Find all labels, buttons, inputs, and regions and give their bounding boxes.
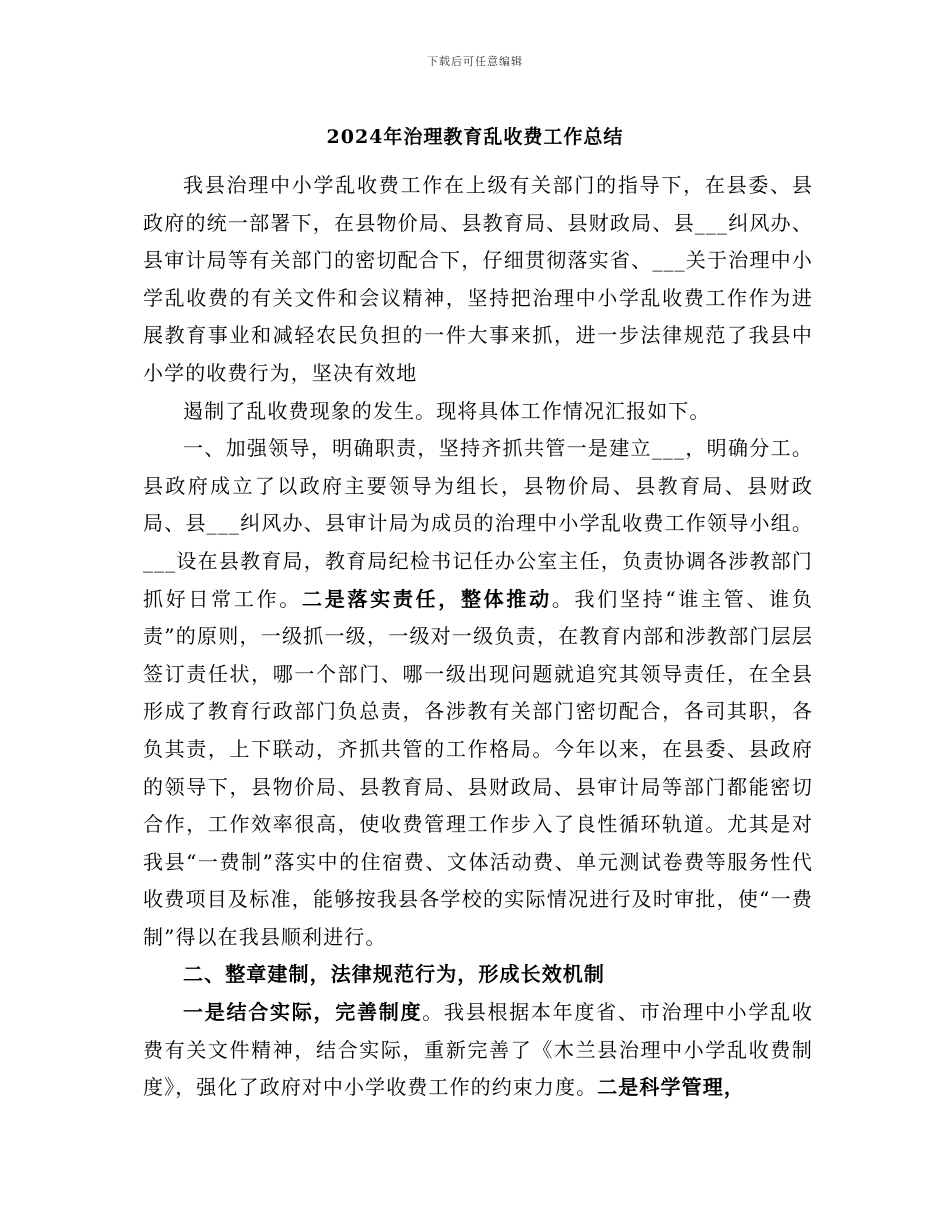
section-2-text-b: 。我县根据本年度省、市治理中小学乱收费有关文件精神，结合实际，重新完善了《木兰县治理中小学乱收费制度》，强化了政府对中小学收费工作的约束力度。 bbox=[143, 1000, 813, 1100]
section-1-text-a: 一、加强领导，明确职责，坚持齐抓共管一是建立___，明确分工。县政府成立了以政府主要领导为组长，县物价局、县教育局、县财政局、县___纠风办、县审计局为成员的治理中小学乱收费工作领导小组。___设在县教育局，教育局纪检书记任办公室主任，负责协调各涉教部门抓好日常工作。 bbox=[143, 436, 813, 611]
document-body bbox=[143, 167, 813, 1107]
paragraph-section-2 bbox=[143, 994, 813, 1107]
section-2-bold-phrase-c: 二是科学管理， bbox=[597, 1075, 745, 1100]
paragraph-intro-end: 遏制了乱收费现象的发生。现将具体工作情况汇报如下。 bbox=[183, 398, 711, 423]
paragraph-intro: 我县治理中小学乱收费工作在上级有关部门的指导下，在县委、县政府的统一部署下，在县物价局、县教育局、县财政局、县___纠风办、县审计局等有关部门的密切配合下，仔细贯彻落实省、___关于治理中小学乱收费的有关文件和会议精神，坚持把治理中小学乱收费工作作为进展教育事业和减轻农民负担的一件大事来抓，进一步法律规范了我县中小学的收费行为，坚决有效地 bbox=[143, 173, 813, 385]
paragraph-section-1 bbox=[143, 430, 813, 956]
section-1-text-c: 。我们坚持“谁主管、谁负责”的原则，一级抓一级，一级对一级负责，在教育内部和涉教部门层层签订责任状，哪一个部门、哪一级出现问题就追究其领导责任，在全县形成了教育行政部门负总责，各涉教有关部门密切配合，各司其职，各负其责，上下联动，齐抓共管的工作格局。今年以来，在县委、县政府的领导下，县物价局、县教育局、县财政局、县审计局等部门都能密切合作，工作效率很高，使收费管理工作步入了良性循环轨道。尤其是对我县“一费制”落实中的住宿费、文体活动费、单元测试卷费等服务性代收费项目及标准，能够按我县各学校的实际情况进行及时审批，使“一费制”得以在我县顺利进行。 bbox=[143, 586, 813, 949]
header-note: 下载后可任意编辑 bbox=[427, 55, 523, 68]
document-title: 2024年治理教育乱收费工作总结 bbox=[326, 126, 624, 148]
section-2-heading: 二、整章建制，法律规范行为，形成长效机制 bbox=[183, 962, 605, 987]
section-1-bold-phrase: 二是落实责任，整体推动 bbox=[301, 586, 552, 611]
section-2-bold-phrase-a: 一是结合实际，完善制度 bbox=[183, 1000, 423, 1025]
